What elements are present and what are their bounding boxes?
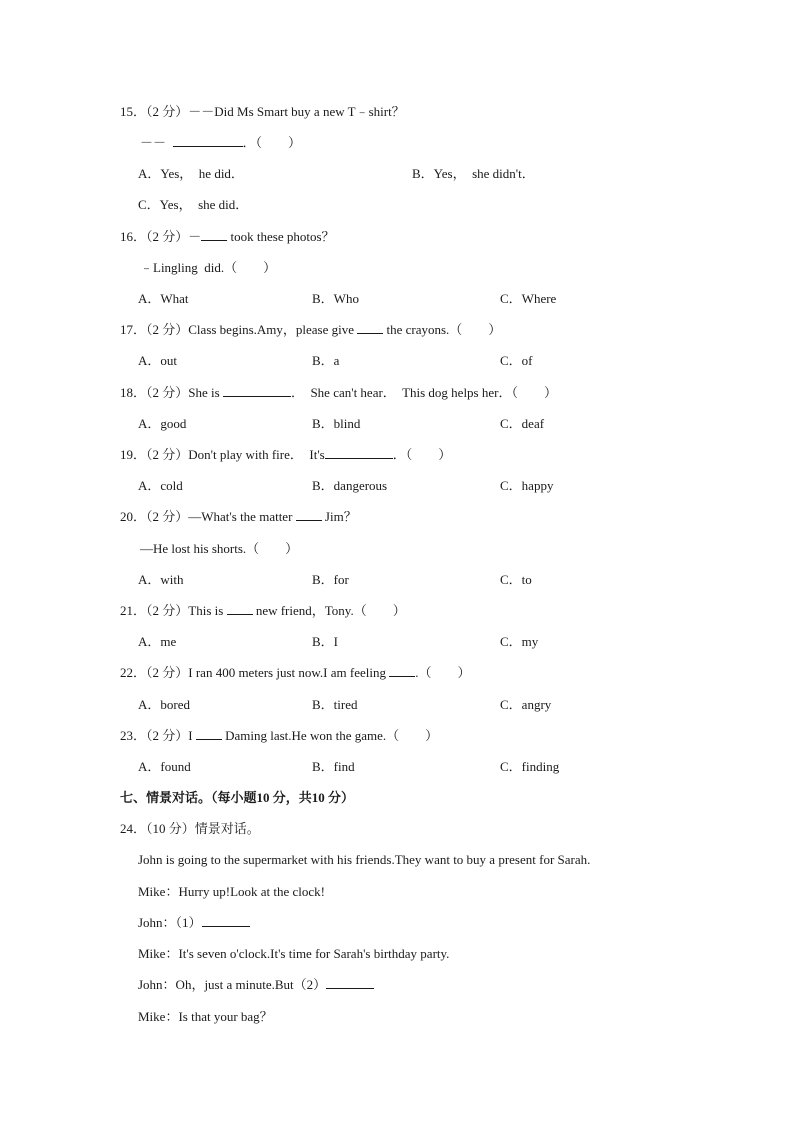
question-17-stem: 17．（2 分）Class begins.Amy，please give the crayons.（ ） — [120, 322, 502, 337]
option-c: C．happy — [500, 478, 554, 493]
answer-blank — [357, 321, 383, 334]
option-c: C．finding — [500, 759, 560, 774]
answer-blank — [201, 228, 227, 241]
question-20-stem: 20．（2 分）—What's the matter Jim？ — [120, 509, 357, 524]
option-a: A．bored — [138, 697, 190, 712]
question-15-answer-line: －－ ．（ ） — [140, 135, 302, 150]
option-a: A．cold — [138, 478, 183, 493]
question-22-stem: 22．（2 分）I ran 400 meters just now.I am feeling .（ ） — [120, 665, 471, 680]
answer-blank — [223, 384, 291, 397]
option-a: A．with — [138, 572, 184, 587]
dialogue-line-2: John：（1） — [138, 914, 250, 932]
option-b: B．tired — [312, 697, 358, 712]
option-a: A．found — [138, 759, 191, 774]
answer-blank — [389, 664, 415, 677]
question-number: 19．（2 分） — [120, 447, 189, 462]
answer-blank — [173, 134, 243, 147]
answer-blank — [296, 508, 322, 521]
option-c: C．Where — [500, 291, 557, 306]
option-b: B．dangerous — [312, 478, 388, 493]
option-a: A．good — [138, 416, 187, 431]
option-a: A．What — [138, 291, 189, 306]
option-b: B．blind — [312, 416, 361, 431]
question-number: 20．（2 分） — [120, 509, 189, 524]
section-heading: 七、情景对话。（每小题10 分，共10 分） — [120, 790, 355, 805]
option-b: B．for — [312, 572, 349, 587]
question-20-line2: —He lost his shorts.（ ） — [140, 541, 299, 556]
question-18-stem: 18．（2 分）She is ． She can't hear． This dog helps her．（ ） — [120, 385, 557, 400]
question-number: 18．（2 分） — [120, 385, 189, 400]
option-c: C．of — [500, 353, 533, 368]
option-b: B．a — [312, 353, 340, 368]
option-c: C．to — [500, 572, 532, 587]
question-21-stem: 21．（2 分）This is new friend，Tony.（ ） — [120, 603, 406, 618]
option-c: C．deaf — [500, 416, 545, 431]
option-a: A．Yes， he did． — [138, 166, 244, 181]
option-c: C．my — [500, 634, 539, 649]
answer-blank — [202, 914, 250, 927]
option-c: C．angry — [500, 697, 552, 712]
question-15-stem: 15．（2 分）－－Did Ms Smart buy a new T﹣shirt？ — [120, 104, 405, 119]
question-number: 17．（2 分） — [120, 322, 189, 337]
option-b: B．find — [312, 759, 355, 774]
question-24-title: 24．（10 分）情景对话。 — [120, 821, 260, 836]
dialogue-line-5: Mike：Is that your bag？ — [138, 1009, 273, 1024]
question-19-stem: 19．（2 分）Don't play with fire． It's ．（ ） — [120, 447, 452, 462]
answer-blank — [227, 602, 253, 615]
answer-blank — [326, 976, 374, 989]
option-b: B．Yes， she didn't． — [412, 166, 535, 181]
dialogue-line-4: John：Oh，just a minute.But（2） — [138, 976, 374, 994]
question-number: 16．（2 分） — [120, 229, 189, 244]
option-b: B．I — [312, 634, 339, 649]
question-number: 22．（2 分） — [120, 665, 189, 680]
dialogue-line-3: Mike：It's seven o'clock.It's time for Sarah's birthday party. — [138, 946, 450, 961]
question-16-line2: ﹣Lingling did.（ ） — [140, 260, 277, 275]
question-number: 23．（2 分） — [120, 728, 189, 743]
dialogue-line-1: Mike：Hurry up!Look at the clock! — [138, 884, 326, 899]
option-a: A．me — [138, 634, 177, 649]
option-a: A．out — [138, 353, 178, 368]
question-number: 21．（2 分） — [120, 603, 189, 618]
question-number: 15．（2 分） — [120, 104, 189, 119]
dialogue-intro: John is going to the supermarket with his friends.They want to buy a present for Sarah. — [138, 852, 591, 867]
question-16-stem: 16．（2 分）－ took these photos？ — [120, 229, 335, 244]
question-23-stem: 23．（2 分）I Daming last.He won the game.（ ） — [120, 728, 439, 743]
answer-blank — [196, 727, 222, 740]
option-c: C．Yes， she did． — [138, 197, 249, 212]
option-b: B．Who — [312, 291, 359, 306]
answer-blank — [325, 446, 393, 459]
